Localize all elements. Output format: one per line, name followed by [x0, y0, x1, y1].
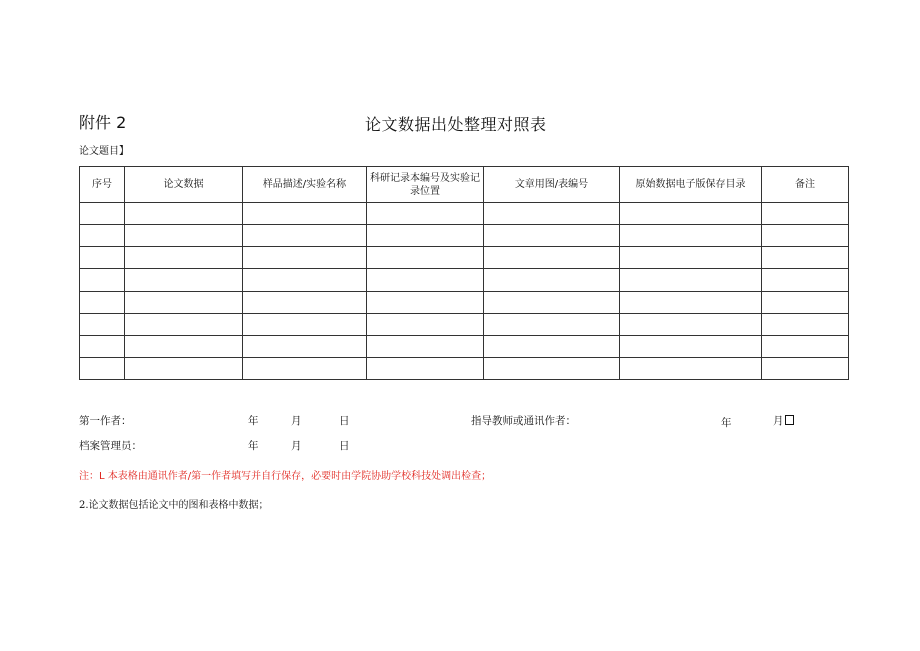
- archivist-month: 月: [291, 440, 302, 452]
- table-row: [80, 225, 849, 247]
- first-author-month: 月: [291, 415, 302, 427]
- table-cell: [80, 269, 125, 291]
- table-cell: [125, 357, 243, 379]
- table-cell: [125, 313, 243, 335]
- table-row: [80, 291, 849, 313]
- advisor-month: [773, 413, 794, 428]
- table-cell: [367, 225, 484, 247]
- table-cell: [762, 357, 849, 379]
- table-cell: [125, 335, 243, 357]
- col-header-notebook: 科研记录本编号及实验记录位置: [367, 167, 484, 203]
- table-row: [80, 203, 849, 225]
- table-row: [80, 247, 849, 269]
- table-cell: [620, 291, 762, 313]
- col-header-paper-data: 论文数据: [125, 167, 243, 203]
- table-cell: [80, 335, 125, 357]
- table-cell: [80, 203, 125, 225]
- table-cell: [367, 269, 484, 291]
- table-cell: [484, 203, 620, 225]
- advisor-month-text: 月: [773, 415, 784, 427]
- archivist-year: 年: [248, 440, 259, 452]
- table-cell: [243, 225, 367, 247]
- table-row: [80, 313, 849, 335]
- table-cell: [367, 203, 484, 225]
- note-2: 2.论文数据包括论文中的图和表格中数据；: [79, 500, 269, 511]
- first-author-day: 日: [339, 415, 350, 427]
- table-cell: [620, 269, 762, 291]
- table-cell: [80, 357, 125, 379]
- table-cell: [620, 225, 762, 247]
- table-cell: [484, 269, 620, 291]
- table-cell: [484, 313, 620, 335]
- first-author-label: 第一作者：: [79, 415, 132, 427]
- table-cell: [367, 247, 484, 269]
- archivist-day: 日: [339, 440, 350, 452]
- table-cell: [80, 313, 125, 335]
- table-cell: [620, 247, 762, 269]
- table-cell: [367, 357, 484, 379]
- table-cell: [762, 335, 849, 357]
- col-header-remarks: 备注: [762, 167, 849, 203]
- table-cell: [484, 247, 620, 269]
- table-cell: [762, 269, 849, 291]
- table-header-row: [80, 167, 849, 203]
- table-cell: [125, 291, 243, 313]
- col-header-figure: 文章用图/表编号: [484, 167, 620, 203]
- page-title: 论文数据出处整理对照表: [365, 115, 547, 134]
- first-author-year: 年: [248, 415, 259, 427]
- data-source-table: [79, 166, 849, 380]
- table-cell: [367, 313, 484, 335]
- table-cell: [80, 225, 125, 247]
- table-cell: [80, 291, 125, 313]
- table-cell: [762, 291, 849, 313]
- advisor-label: 指导教师或通讯作者：: [471, 415, 576, 427]
- table-cell: [243, 335, 367, 357]
- attachment-label: 附件 2: [79, 113, 127, 132]
- table-cell: [484, 225, 620, 247]
- table-cell: [125, 225, 243, 247]
- table-cell: [762, 225, 849, 247]
- table-cell: [762, 203, 849, 225]
- table-cell: [125, 203, 243, 225]
- table-cell: [243, 247, 367, 269]
- table-cell: [620, 203, 762, 225]
- archivist-label: 档案管理员：: [79, 440, 142, 452]
- table-cell: [620, 313, 762, 335]
- table-row: [80, 269, 849, 291]
- table-cell: [367, 335, 484, 357]
- paper-topic-label: 论文题目】: [79, 146, 129, 157]
- note-1: 注：L 本表格由通讯作者/第一作者填写并自行保存，必要时由学院协助学校科技处调出检查；: [79, 471, 492, 482]
- table-cell: [367, 291, 484, 313]
- col-header-directory: 原始数据电子版保存目录: [620, 167, 762, 203]
- table-cell: [243, 357, 367, 379]
- table-cell: [125, 247, 243, 269]
- table-cell: [243, 269, 367, 291]
- col-header-sample: 样品描述/实验名称: [243, 167, 367, 203]
- table-cell: [484, 335, 620, 357]
- table-row: [80, 335, 849, 357]
- table-cell: [80, 247, 125, 269]
- col-header-index: 序号: [80, 167, 125, 203]
- table-cell: [762, 247, 849, 269]
- table-cell: [125, 269, 243, 291]
- table-cell: [620, 357, 762, 379]
- table-cell: [484, 291, 620, 313]
- table-cell: [620, 335, 762, 357]
- table-cell: [484, 357, 620, 379]
- table-cell: [762, 313, 849, 335]
- table-cell: [243, 313, 367, 335]
- table-cell: [243, 203, 367, 225]
- table-cell: [243, 291, 367, 313]
- table-row: [80, 357, 849, 379]
- advisor-year: 年: [721, 417, 732, 429]
- checkbox-square-icon: [785, 415, 794, 425]
